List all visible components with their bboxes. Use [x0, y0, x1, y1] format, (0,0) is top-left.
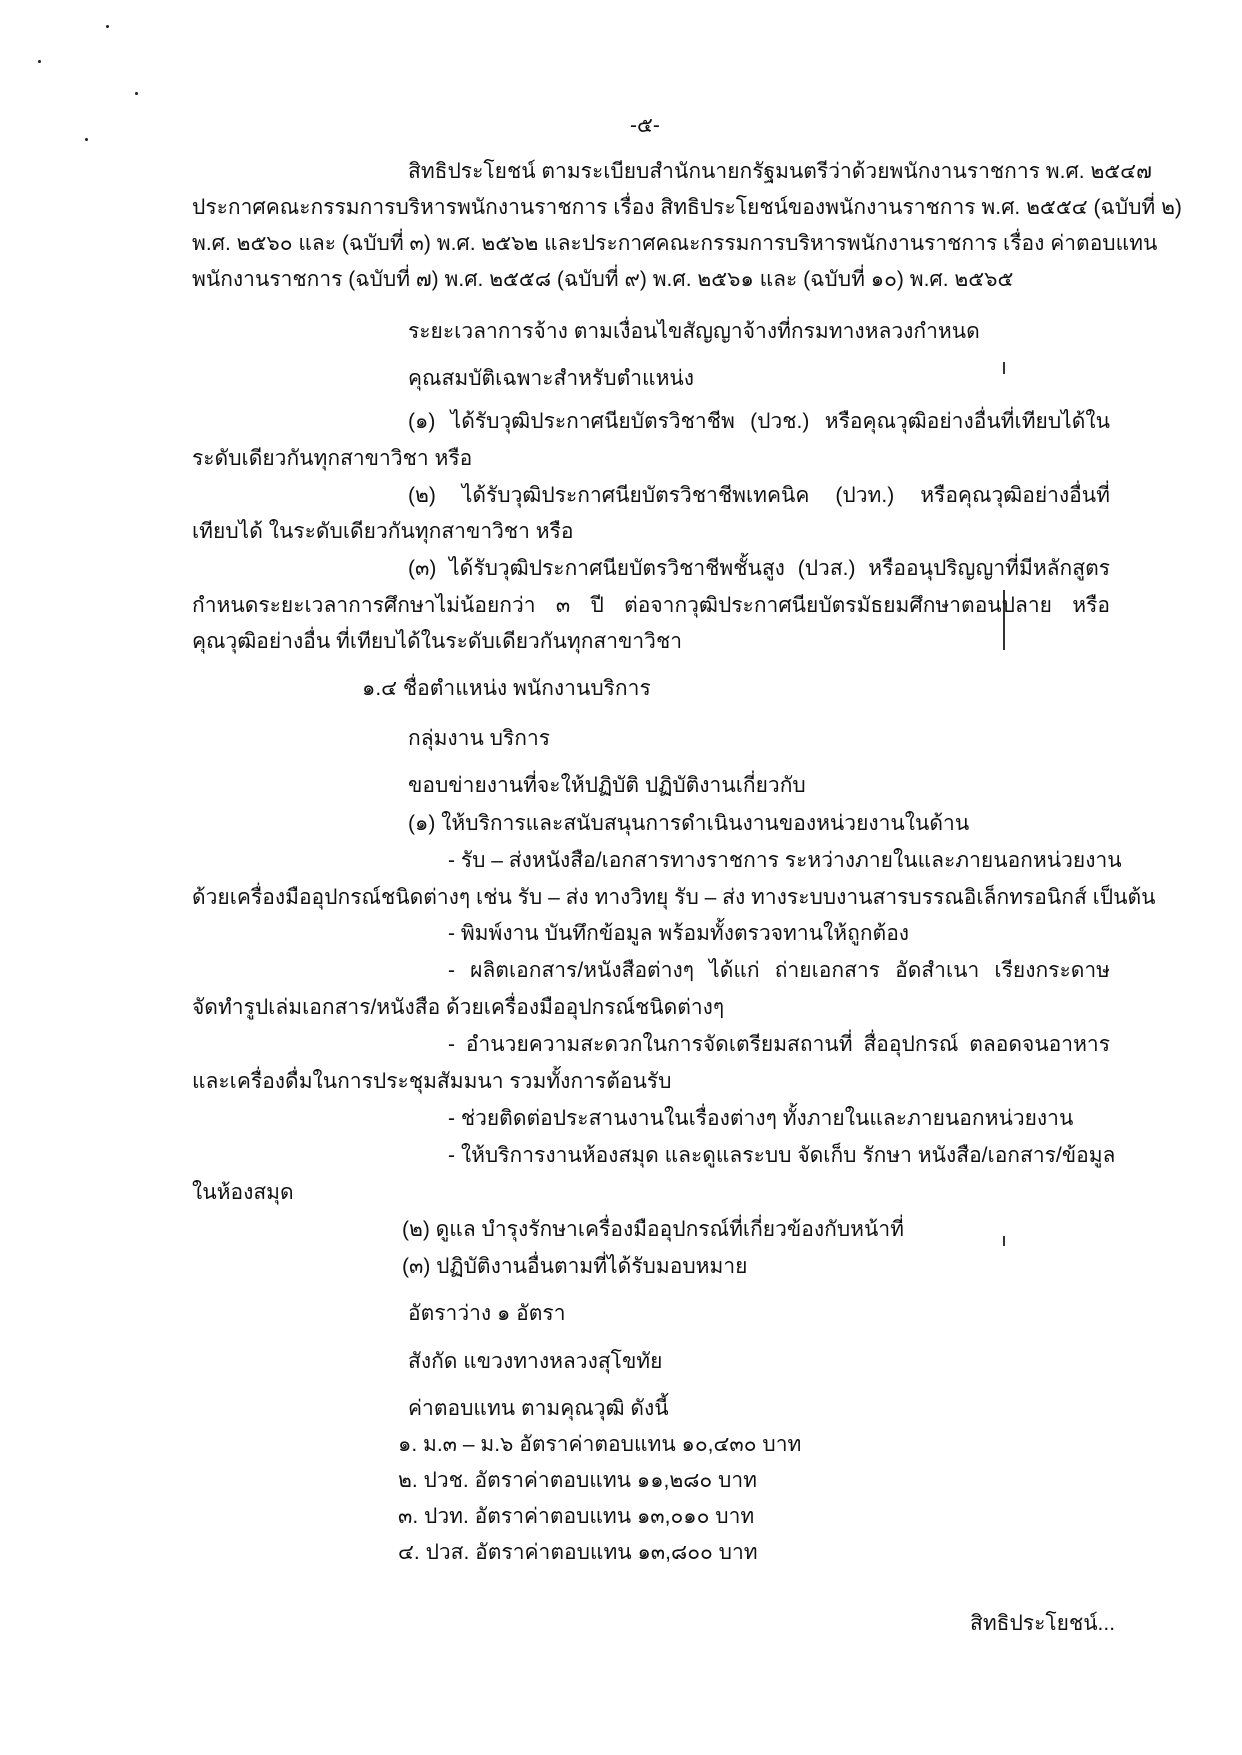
compensation-item: ๒. ปวช. อัตราค่าตอบแทน ๑๑,๒๘๐ บาท [398, 1469, 758, 1492]
duty-bullet: - พิมพ์งาน บันทึกข้อมูล พร้อมทั้งตรวจทานให้ถูกต้อง [448, 922, 910, 945]
benefits-paragraph-line: พ.ศ. ๒๕๖๐ และ (ฉบับที่ ๓) พ.ศ. ๒๕๖๒ และประกาศคณะกรรมการบริหารพนักงานราชการ เรื่อง ค่าตอบแทน [192, 232, 1158, 255]
continuation-text: สิทธิประโยชน์... [970, 1612, 1116, 1635]
qualifications-heading: คุณสมบัติเฉพาะสำหรับตำแหน่ง [408, 367, 695, 390]
qualification-item: (๑) ได้รับวุฒิประกาศนียบัตรวิชาชีพ (ปวช.) หรือคุณวุฒิอย่างอื่นที่เทียบได้ใน [408, 410, 1110, 433]
qualification-item: ระดับเดียวกันทุกสาขาวิชา หรือ [192, 447, 473, 470]
duty-bullet: - อำนวยความสะดวกในการจัดเตรียมสถานที่ สื่ออุปกรณ์ ตลอดจนอาหาร [448, 1033, 1110, 1056]
employment-period: ระยะเวลาการจ้าง ตามเงื่อนไขสัญญาจ้างที่กรมทางหลวงกำหนด [408, 320, 980, 343]
duty-bullet: - รับ – ส่งหนังสือ/เอกสารทางราชการ ระหว่างภายในและภายนอกหน่วยงาน [448, 849, 1122, 872]
compensation-item: ๓. ปวท. อัตราค่าตอบแทน ๑๓,๐๑๐ บาท [398, 1505, 755, 1528]
compensation-heading: ค่าตอบแทน ตามคุณวุฒิ ดังนี้ [408, 1397, 669, 1420]
duty-bullet: ในห้องสมุด [192, 1181, 294, 1204]
qualification-item: (๒) ได้รับวุฒิประกาศนียบัตรวิชาชีพเทคนิค (ปวท.) หรือคุณวุฒิอย่างอื่นที่ [408, 484, 1110, 507]
scan-speck [106, 25, 109, 28]
benefits-paragraph-line: สิทธิประโยชน์ ตามระเบียบสำนักนายกรัฐมนตรีว่าด้วยพนักงานราชการ พ.ศ. ๒๕๔๗ [408, 160, 1152, 183]
duty-item: (๓) ปฏิบัติงานอื่นตามที่ได้รับมอบหมาย [402, 1255, 748, 1278]
duty-item: (๑) ให้บริการและสนับสนุนการดำเนินงานของหน่วยงานในด้าน [408, 812, 970, 835]
job-scope-heading: ขอบข่ายงานที่จะให้ปฏิบัติ ปฏิบัติงานเกี่ยวกับ [408, 774, 806, 797]
qualification-item: คุณวุฒิอย่างอื่น ที่เทียบได้ในระดับเดียวกันทุกสาขาวิชา [192, 630, 683, 653]
duty-bullet: ด้วยเครื่องมืออุปกรณ์ชนิดต่างๆ เช่น รับ – ส่ง ทางวิทยุ รับ – ส่ง ทางระบบงานสารบรรณอิเล็กทรอนิกส์ เป็นต้น [192, 886, 1156, 909]
benefits-paragraph-line: ประกาศคณะกรรมการบริหารพนักงานราชการ เรื่อง สิทธิประโยชน์ของพนักงานราชการ พ.ศ. ๒๕๕๔ (ฉบับที่ ๒) [192, 196, 1182, 219]
duty-bullet: - ผลิตเอกสาร/หนังสือต่างๆ ได้แก่ ถ่ายเอกสาร อัดสำเนา เรียงกระดาษ [448, 959, 1110, 982]
scan-mark [1003, 362, 1005, 374]
duty-bullet: และเครื่องดื่มในการประชุมสัมมนา รวมทั้งการต้อนรับ [192, 1070, 672, 1093]
duty-item: (๒) ดูแล บำรุงรักษาเครื่องมืออุปกรณ์ที่เกี่ยวข้องกับหน้าที่ [402, 1218, 905, 1241]
scan-mark [1003, 1236, 1005, 1246]
scan-speck [85, 138, 88, 141]
duty-bullet: - ให้บริการงานห้องสมุด และดูแลระบบ จัดเก็บ รักษา หนังสือ/เอกสาร/ข้อมูล [448, 1144, 1116, 1167]
vacancy: อัตราว่าง ๑ อัตรา [408, 1302, 566, 1325]
affiliation: สังกัด แขวงทางหลวงสุโขทัย [408, 1350, 663, 1373]
scan-speck [135, 92, 138, 95]
compensation-item: ๔. ปวส. อัตราค่าตอบแทน ๑๓,๘๐๐ บาท [398, 1541, 758, 1564]
qualification-item: (๓) ได้รับวุฒิประกาศนียบัตรวิชาชีพชั้นสูง (ปวส.) หรืออนุปริญญาที่มีหลักสูตร [408, 557, 1110, 580]
position-title: ๑.๔ ชื่อตำแหน่ง พนักงานบริการ [362, 677, 651, 700]
duty-bullet: จัดทำรูปเล่มเอกสาร/หนังสือ ด้วยเครื่องมืออุปกรณ์ชนิดต่างๆ [192, 996, 725, 1019]
benefits-paragraph-line: พนักงานราชการ (ฉบับที่ ๗) พ.ศ. ๒๕๕๘ (ฉบับที่ ๙) พ.ศ. ๒๕๖๑ และ (ฉบับที่ ๑๐) พ.ศ. ๒๕๖๕ [192, 268, 1014, 291]
scan-speck [38, 60, 41, 63]
duty-bullet: - ช่วยติดต่อประสานงานในเรื่องต่างๆ ทั้งภายในและภายนอกหน่วยงาน [448, 1107, 1074, 1130]
page-number: -๕- [630, 114, 660, 137]
job-group: กลุ่มงาน บริการ [408, 727, 551, 750]
qualification-item: เทียบได้ ในระดับเดียวกันทุกสาขาวิชา หรือ [192, 520, 574, 543]
compensation-item: ๑. ม.๓ – ม.๖ อัตราค่าตอบแทน ๑๐,๔๓๐ บาท [398, 1433, 802, 1456]
qualification-item: กำหนดระยะเวลาการศึกษาไม่น้อยกว่า ๓ ปี ต่อจากวุฒิประกาศนียบัตรมัธยมศึกษาตอนปลาย หรือ [192, 594, 1110, 617]
